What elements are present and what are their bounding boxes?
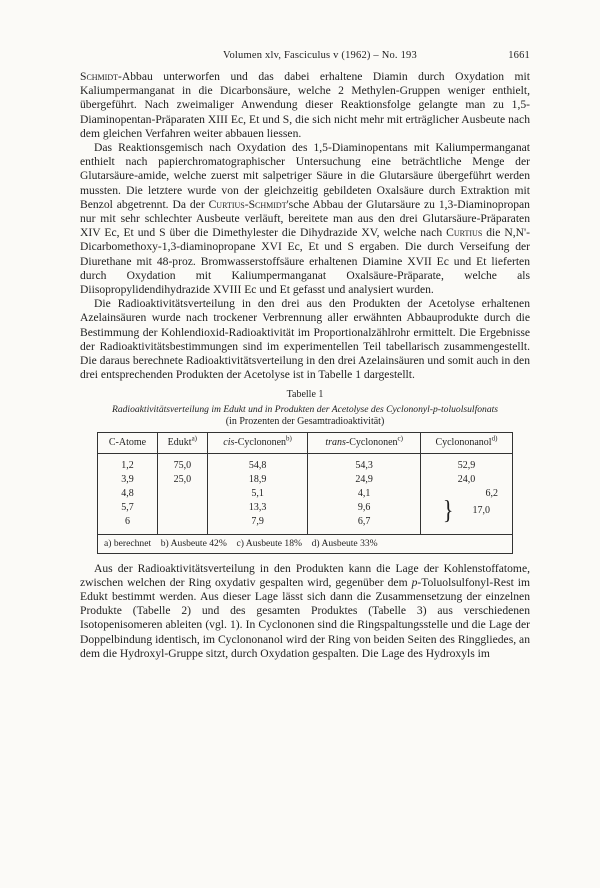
table-footnotes: a) berechnet b) Ausbeute 42% c) Ausbeute 18% d) Ausbeute 33% bbox=[98, 534, 513, 553]
cell-c-atome: 5,7 bbox=[98, 501, 158, 515]
paragraph-1-text: -Abbau unterworfen und das dabei erhaltene Diamin durch Oxydation mit Kaliumpermanganat in die Dicarbonsäure, welche 2 Methylen-Gruppen weniger enthielt, übergeführt. Nach zweimaliger Anwendung dieser Reaktionsfolge gelangte man zu 1,5-Diaminopentan-Präparaten XIII Ec, Et und S, die sich nicht mehr mit erträglicher Ausbeute nach dem gleichen Verfahren weiter abbauen liessen. bbox=[80, 70, 530, 140]
table-row bbox=[98, 473, 513, 487]
paragraph-3-text: Die Radioaktivitätsverteilung in den drei aus den Produkten der Acetolyse erhaltenen Azelainsäuren wurde nach trockener Verbrennung aller erwähnten Abbauprodukte durch die Bestimmung der Kohlendioxid-Radioaktivität im Proportionalzählrohr ermittelt. Die Ergebnisse der Radioaktivitätsbestimmungen sind im experimentellen Teil tabellarisch zusammengestellt. Die daraus berechnete Radioaktivitätsverteilung in den drei Azelainsäuren und somit auch in den drei entsprechenden Produkten der Acetolyse ist in Tabelle 1 dargestellt. bbox=[80, 297, 530, 382]
cell-c-atome: 3,9 bbox=[98, 473, 158, 487]
cell-c-atome: 4,8 bbox=[98, 487, 158, 501]
cell-edukt: 25,0 bbox=[157, 473, 207, 487]
cell-edukt: 75,0 bbox=[157, 453, 207, 473]
cell-cis: 7,9 bbox=[207, 515, 308, 535]
header-edukt: Edukt$^{a)}$ bbox=[157, 432, 207, 453]
paragraph-4-text-a: Aus der Radioaktivitätsverteilung in den Produkten kann die Lage der Kohlenstoffatome, zwischen welchen der Ring oxydativ gespalten wird, gegenüber dem bbox=[80, 561, 530, 589]
paragraph-2-text-c: die N,N'-Dicarbomethoxy-1,3-diaminopropane XVI Ec, Et und S ergaben. Die durch Verseifung der Diurethane mit 48-proz. Bromwasserstoffsäure erhaltenen Diamine XVII Ec und Et lieferten durch Oxydation mit Kaliumpermanganat Oxalsäure-Präparate, welche als Diisopropylidendihydrazide XVIII Ec und Et gefasst und analysiert wurden. bbox=[80, 226, 530, 297]
cell-edukt bbox=[157, 515, 207, 535]
table-1 bbox=[80, 388, 530, 553]
cell-cis: 18,9 bbox=[207, 473, 308, 487]
journal-citation: Volumen xlv, Fasciculus v (1962) – No. 193 bbox=[223, 50, 417, 61]
paragraph-1 bbox=[80, 70, 530, 141]
author-name-curtius-schmidt: Curtius-Schmidt bbox=[208, 197, 287, 211]
table-header-row bbox=[98, 432, 513, 453]
paragraph-2-text-b: 'sche Abbau der Glutarsäure zu 1,3-Diaminopropan nur mit sehr schlechter Ausbeute verläuft, bereitete man aus den drei Glutarsäure-Präparaten XIV Ec, Et und S über die Dimethylester die Dihydrazide XV, welche nach bbox=[80, 197, 530, 240]
cell-cyclononanol-combined bbox=[420, 494, 512, 535]
body-text bbox=[80, 70, 530, 661]
cell-cyclononanol: 52,9 bbox=[420, 453, 512, 473]
header-cis-cyclononen: cis-Cyclononen$^{b)}$ bbox=[207, 432, 308, 453]
table-footnote-row bbox=[98, 534, 513, 553]
header-trans-cyclononen: trans-Cyclononen$^{c)}$ bbox=[308, 432, 420, 453]
paragraph-2-text-a: Das Reaktionsgemisch nach Oxydation des 1,5-Diaminopentans mit Kaliumpermanganat enthielt nach papierchromatographischer Untersuchung eine beträchtliche Menge der Glutarsäure-amide, welche zuerst mit salpetriger Säure in die Glutarsäure übergeführt werden mussten. Die letztere wurde von der gleichzeitig gebildeten Oxalsäure durch Extraktion mit Benzol abgetrennt. Da der bbox=[80, 141, 530, 211]
table-row bbox=[98, 501, 513, 515]
author-name-curtius: Curtius bbox=[446, 226, 483, 240]
cell-c-atome: 6 bbox=[98, 515, 158, 535]
table-subtitle: (in Prozenten der Gesamtradioaktivität) bbox=[225, 415, 385, 427]
table-label: Tabelle 1 bbox=[286, 389, 324, 401]
cell-trans: 9,6 bbox=[308, 501, 420, 515]
cell-cyclononanol: 6,2 bbox=[420, 487, 512, 501]
paragraph-2 bbox=[80, 141, 530, 297]
header-c-atome: C-Atome bbox=[98, 432, 158, 453]
cell-edukt bbox=[157, 487, 207, 501]
header-cyclononanol: Cyclononanol$^{d)}$ bbox=[420, 432, 512, 453]
cell-c-atome: 1,2 bbox=[98, 453, 158, 473]
combined-value: 17,0 bbox=[472, 504, 490, 516]
cell-trans: 6,7 bbox=[308, 515, 420, 535]
paragraph-4-text-b: -Toluolsulfonyl-Rest im Edukt bestimmt werden. Aus dieser Lage lässt sich dann die Zusammensetzung der einzelnen Produkte (Tabelle 2) und des gesamten Produktes (Tabelle 3) aus verschiedenen Isotopenisomeren ableiten (vgl. 1). In Cyclononen sind die Ringspaltungsstelle und die Lage der Doppelbindung identisch, im Cyclononanol wird der Ring von beiden Seiten des Ringgliedes, an dem die Hydroxyl-Gruppe sitzt, durch Oxydation gespalten. Die Lage des Hydroxyls im bbox=[80, 575, 531, 660]
cell-trans: 54,3 bbox=[308, 453, 420, 473]
para-italic-p: p bbox=[411, 575, 418, 589]
cell-cis: 5,1 bbox=[207, 487, 308, 501]
brace-symbol: } bbox=[442, 494, 454, 525]
table-title: Radioaktivitätsverteilung im Edukt und in Produkten der Acetolyse des Cyclononyl-p-toluolsulfonats bbox=[111, 403, 499, 415]
page-number: 1661 bbox=[508, 50, 530, 61]
cell-edukt bbox=[157, 501, 207, 515]
radioactivity-table bbox=[97, 432, 513, 554]
author-name-schmidt: Schmidt bbox=[80, 70, 119, 83]
paragraph-3 bbox=[80, 297, 530, 382]
cell-trans: 4,1 bbox=[308, 487, 420, 501]
cell-trans: 24,9 bbox=[308, 473, 420, 487]
cell-cyclononanol: 24,0 bbox=[420, 473, 512, 487]
paragraph-4 bbox=[80, 562, 530, 661]
table-row bbox=[98, 453, 513, 473]
cell-cis: 13,3 bbox=[207, 501, 308, 515]
cell-cis: 54,8 bbox=[207, 453, 308, 473]
